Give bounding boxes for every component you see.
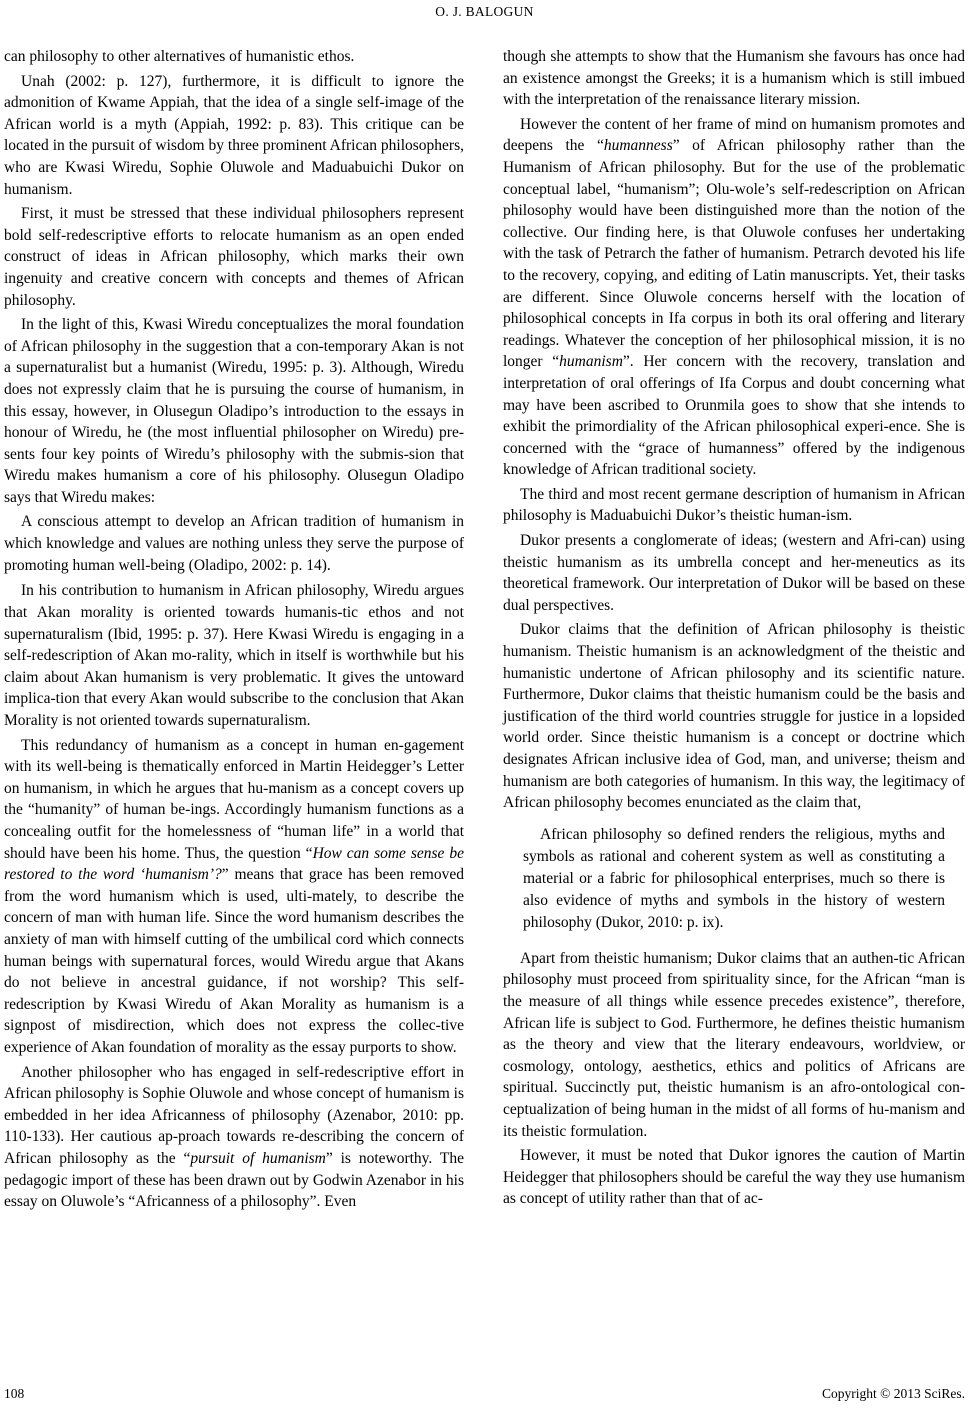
block-quote: A conscious attempt to develop an African tradition of humanism in which knowledge and values are nothing unless they serve the purpose of promoting human well-being (Oladipo, 2002: p. 14). bbox=[4, 513, 464, 575]
paragraph: Apart from theistic humanism; Dukor claims that an authen-tic African philosophy must proceed from spirituality since, for the African “man is the measure of all things while essence precedes existence”, therefore, African life is subject to God. Furthermore, he defines theistic humanism as the theory and view that the literary endeavours, worldview, or cosmology, ontology, aesthetics, ethics and politics of Africans are spiritual. Succinctly put, theistic humanism is an afro-ontological con-ceptualization of being human in the midst of all forms of hu-manism and its theistic formulation. bbox=[503, 949, 965, 1140]
block-quote: African philosophy so defined renders the religious, myths and symbols as rational and coherent system as well as constituting a material or a fabric for philosophical enterprises, much so there is also evidence of myths and symbols in the history of western philosophy (Dukor, 2010: p. ix). bbox=[523, 825, 945, 931]
paragraph: though she attempts to show that the Humanism she favours has once had an existence amongst the Greeks; it is a humanism which is still imbued with the interpretation of the renaissance literary mission. bbox=[503, 48, 965, 109]
italic-text: How can some sense be restored to the word ‘humanism’? bbox=[4, 844, 464, 884]
paragraph: In the light of this, Kwasi Wiredu conceptualizes the moral foundation of African philosophy in the suggestion that a con-temporary Akan is not a supernaturalist but a humanist (Wiredu, 1995: p. 3). Although, Wiredu does not expressly claim that he is pursuing the course of humanism, in this essay, however, in Olusegun Oladipo’s introduction to the essays in honour of Wiredu, he (the most influential philosopher on Wiredu) pre-sents four key points of Wiredu’s philosophy with the submis-sion that Wiredu makes humanism a core of his philosophy. Olusegun Oladipo says that Wiredu makes: bbox=[4, 316, 464, 506]
text-run: However the content of her frame of mind on humanism promotes and deepens the “ bbox=[503, 115, 965, 155]
text-run: ” means that grace has been removed from the word humanism which is used, ulti-mately, to describe the concern of man with human life. Since the word humanism describes the anxiety of man with himself cutting of the umbilical cord which connects human beings with supernatural forces, would Wiredu argue that Akans do not believe in ancestral guidance, if not worship? This self-redescription by Kwasi Wiredu of Akan Morality as humanism is a signpost of misdirection, which does not express the collec-tive experience of Akan foundation of morality as the essay purports to show. bbox=[4, 866, 464, 1056]
paragraph bbox=[4, 735, 464, 1059]
paragraph: Dukor claims that the definition of African philosophy is theistic humanism. Theistic humanism is an acknowledgment of the theistic and humanistic undertone of African philosophy and its scientific nature. Furthermore, Dukor claims that theistic humanism could be the basis and justification of the third world countries struggle for justice in a lopsided world order. Since theistic humanism is a concept or doctrine which designates African inclusive idea of God, man, and universe; theism and humanism are both categories of humanism. In this way, the legitimacy of African philosophy becomes enunciated as the claim that, bbox=[503, 621, 965, 812]
running-head: O. J. BALOGUN bbox=[435, 4, 534, 19]
italic-text: humanness bbox=[603, 137, 673, 155]
paragraph: However, it must be noted that Dukor ignores the caution of Martin Heidegger that philosophers should be careful the way they use humanism as concept of utility rather than that of ac- bbox=[503, 1147, 965, 1208]
text-run: ”. Her concern with the recovery, translation and interpretation of oral offerings of Ifa Corpus and doubt concerning what may have been ascribed to Orunmila goes to show that she intends to exhibit the primordiality of the African philosophical experi-ence. She is concerned with the “grace of humanness” offered by the indigenous knowledge of African traditional society. bbox=[503, 353, 966, 479]
copyright-notice: Copyright © 2013 SciRes. bbox=[821, 1386, 965, 1401]
text-run: ” is noteworthy. The pedagogic import of these has been drawn out by Godwin Azenabor in his essay on Oluwole’s “Africanness of a philosophy”. Even bbox=[4, 1149, 464, 1211]
left-column bbox=[4, 46, 464, 1216]
text-run: ” of African philosophy rather than the Humanism of African philosophy. But for the use of the problematic conceptual label, “humanism”; Olu-wole’s self-redescription on African philosophy would have been distinguished more than the notion of the collective. Our finding here, is that Oluwole confuses her undertaking with the task of Petrarch the father of humanism. Petrarch devoted his life to the recovery, copying, and editing of Latin manuscripts. Yet, their tasks are different. Since Oluwole concerns herself with the location of philosophical concepts in Ifa corpus in both its oral offering and literary readings. Whatever the conception of her philosophical mission, it is no longer “ bbox=[503, 137, 965, 371]
paragraph: In his contribution to humanism in African philosophy, Wiredu argues that Akan morality is oriented towards humanis-tic ethos and not supernaturalism (Ibid, 1995: p. 37). Here Kwasi Wiredu is engaging in a self-redescription of Akan mo-rality, which in itself is worthwhile but his claim about Akan humanism is very problematic. It gives the untoward implica-tion that every Akan would subscribe to the conclusion that Akan Morality is not oriented towards supernaturalism. bbox=[4, 582, 464, 730]
paragraph: First, it must be stressed that these individual philosophers represent bold self-redescriptive efforts to relocate humanism as an open ended construct of ideas in African philosophy, which marks their own ingenuity and creative concern with concepts and themes of African philosophy. bbox=[4, 205, 464, 309]
paragraph: Unah (2002: p. 127), furthermore, it is difficult to ignore the admonition of Kwame Appiah, that the idea of a single self-image of the African world is a myth (Appiah, 1992: p. 83). This critique can be located in the pursuit of wisdom by three prominent African philosophers, who are Kwasi Wiredu, Sophie Oluwole and Maduabuichi Dukor on humanism. bbox=[4, 72, 464, 198]
right-column bbox=[503, 46, 965, 1213]
text-run: Another philosopher who has engaged in self-redescriptive effort in African philosophy is Sophie Oluwole and whose concept of humanism is embedded in her idea Africanness of philosophy (Azenabor, 2010: pp. 110-133). Her cautious ap-proach towards re-describing the concern of African philosophy as the “ bbox=[4, 1063, 464, 1167]
paragraph bbox=[503, 114, 965, 481]
paragraph: Dukor presents a conglomerate of ideas; (western and Afri-can) using theistic humanism as its umbrella concept and her-meneutics as its theoretical framework. Our interpretation of Dukor will be based on these dual perspectives. bbox=[503, 532, 965, 614]
paragraph bbox=[4, 1062, 464, 1213]
text-run: This redundancy of humanism as a concept in human en-gagement with its well-being is thematically enforced in Martin Heidegger’s Letter on humanism, in which he argues that hu-manism as a concept covers up the “humanity” of human be-ings. Accordingly humanism functions as a concealing outfit for the homelessness of “human life” in a world that should have been his home. Thus, the question “ bbox=[4, 736, 464, 862]
page-number: 108 bbox=[4, 1386, 25, 1401]
italic-text: pursuit of humanism bbox=[190, 1149, 326, 1167]
italic-text: humanism bbox=[559, 353, 623, 371]
paragraph: The third and most recent germane description of humanism in African philosophy is Maduabuichi Dukor’s theistic human-ism. bbox=[503, 485, 965, 525]
paragraph: can philosophy to other alternatives of humanistic ethos. bbox=[4, 48, 355, 65]
